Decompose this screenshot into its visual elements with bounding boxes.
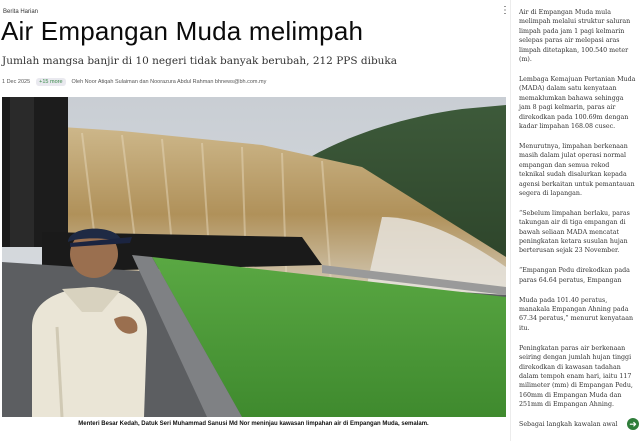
- next-page-arrow-icon[interactable]: ➜: [627, 418, 639, 430]
- body-paragraph: Sebagai langkah kawalan awal: [519, 421, 618, 429]
- column-divider: [510, 0, 511, 441]
- article-headline: Air Empangan Muda melimpah: [1, 16, 364, 46]
- article-body: [519, 8, 636, 440]
- body-paragraph: Muda pada 101.40 peratus, manakala Empangan Ahning pada 67.34 peratus,” menurut kenyataan itu.: [519, 296, 633, 332]
- body-paragraph: Air di Empangan Muda mula melimpah melalui struktur saluran limpah pada jam 1 pagi kelmarin selepas paras air melepasi aras limpah ditetapkan, 100.540 meter (m).: [519, 9, 631, 64]
- article-meta: [2, 78, 266, 86]
- article-byline: Oleh Noor Atiqah Sulaiman dan Noorazura Abdul Rahman bhnews@bh.com.my: [71, 79, 267, 85]
- body-paragraph: Lembaga Kemajuan Pertanian Muda (MADA) dalam satu kenyataan memaklumkan bahawa sehingga jam 8 pagi kelmarin, paras air direkodkan pada 100.69m dengan kadar limpahan 168.08 cusec.: [519, 75, 636, 130]
- photo-caption: Menteri Besar Kedah, Datuk Seri Muhammad Sanusi Md Nor meninjau kawasan limpahan air di Empangan Muda, semalam.: [78, 421, 429, 427]
- body-paragraph: “Empangan Pedu direkodkan pada paras 64.64 peratus, Empangan: [519, 267, 630, 284]
- article-date: 1 Dec 2025: [2, 79, 31, 85]
- more-authors-badge[interactable]: +15 more: [36, 78, 65, 86]
- body-paragraph: Menurutnya, limpahan berkenaan masih dalam julat operasi normal empangan dan semua rekod teknikal sudah disalurkan kepada agensi berkaitan untuk pemantauan segera di lapangan.: [519, 142, 635, 197]
- article-photo: [2, 97, 506, 417]
- dam-spillway-photo: [2, 97, 506, 417]
- body-paragraph: “Sebelum limpahan berlaku, paras takungan air di tiga empangan di bawah seliaan MADA mencatat peningkatan ketara susulan hujan berterusan sejak 23 November.: [519, 209, 630, 255]
- publication-name: Berita Harian: [3, 9, 39, 15]
- body-paragraph: Peningkatan paras air berkenaan seiring dengan jumlah hujan tinggi direkodkan di kawasan tadahan dalam tempoh enam hari, iaitu 117 milimeter (mm) di Empangan Pedu, 160mm di Empangan Muda dan 251mm di Empangan Ahning.: [519, 344, 633, 409]
- more-vertical-icon[interactable]: ⋮: [500, 5, 510, 16]
- article-subheadline: Jumlah mangsa banjir di 10 negeri tidak banyak berubah, 212 PPS dibuka: [2, 55, 398, 67]
